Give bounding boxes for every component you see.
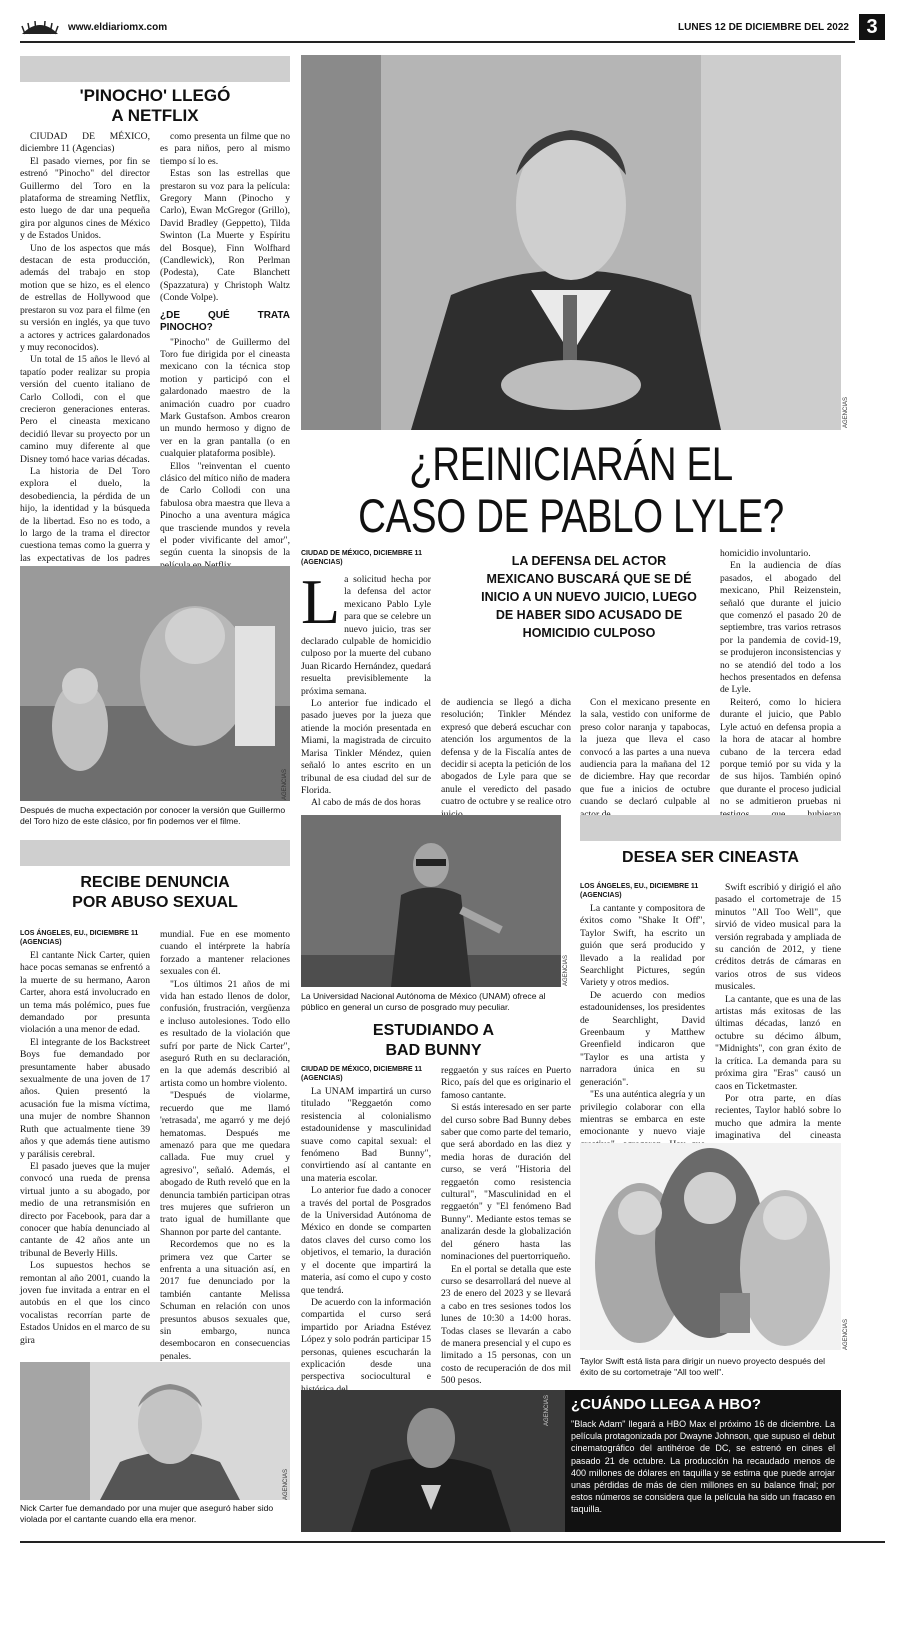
pinocho-image [20, 566, 290, 801]
swift-image [580, 1143, 841, 1350]
masthead [20, 14, 885, 46]
sun-logo-icon [20, 20, 60, 36]
swift-p6: Por otra parte, en días recientes, Taylor habló sobre lo mucho que admira la mente imaginativa del cineasta [715, 1092, 841, 1142]
issue-date: LUNES 12 DE DICIEMBRE DEL 2022 [678, 22, 849, 33]
lyle-col2 [441, 697, 571, 821]
swift-dateline-place: LOS ÁNGELES, EU., DICIEMBRE 11 [580, 883, 699, 890]
carter-title-line2: POR ABUSO SEXUAL [72, 894, 238, 911]
page-number-value: 3 [866, 16, 878, 38]
lyle-p7: En la audiencia de días pasados, el abogado del mexicano, Phil Reizenstein, señaló que durante el juicio que comenzó el pasado 20 de septiembre, tras varios retrasos por la pandemia de covid-19, se produjeron inconsistencias y no se atendió del todo a los hechos presentados en defensa de Lyle. [720, 560, 841, 696]
carter-p5: mundial. Fue en ese momento cuando el intérprete la habría forzado a mantener relaciones sexuales con él. [160, 929, 290, 978]
pinocho-photo [20, 566, 290, 801]
carter-dateline-source: (AGENCIAS) [20, 939, 62, 946]
swift-p2: De acuerdo con medios estadounidenses, los presidentes de Searchlight, David Greenbaum y Matthew Greenfield indicaron que "Taylor es una artista y narradora única en su generación". [580, 989, 705, 1088]
lyle-headline [350, 438, 793, 542]
pinocho-credit: AGENCIAS [282, 768, 288, 800]
swift-photo [580, 1143, 841, 1350]
hbo-credit: AGENCIAS [544, 1394, 550, 1426]
swift-col2 [715, 882, 841, 1180]
pinocho-caption: Después de mucha expectación por conocer la versión que Guillermo del Toro hizo de este clásico, por fin podemos ver el filme. [20, 805, 286, 826]
swift-dateline-source: (AGENCIAS) [580, 892, 622, 899]
carter-title-bar [20, 840, 290, 866]
carter-p7: "Después de violarme, recuerdo que me llamó 'retrasada', me agarró y me dejó hematomas. Después me amenazó para que me quedara callada. Fue muy cruel y agresivo", señaló. Además, el abogado de Ruth reveló que en la denuncia también participan otras tres mujeres que sufrieron un trato igual de humillante que Shannon por parte del cantante. [160, 1090, 290, 1238]
pinocho-p4: Un total de 15 años le llevó al tapatío poder realizar su propia versión del cuento italiano de Carlo Collodi, con el que crecieron generaciones enteras. Pero el cineasta mexicano decidió llevar su proyecto por un camino muy diferente al que Disney tomó hace varias décadas. [20, 354, 150, 465]
swift-caption: Taylor Swift está lista para dirigir un nuevo proyecto después del éxito de su cortometraje "All too well". [580, 1356, 826, 1377]
badbunny-dateline-source: (AGENCIAS) [301, 1075, 343, 1082]
carter-p4: Los supuestos hechos se remontan al año 2001, cuando la joven fue invitada a entrar en el autobús en el que los cinco vocalistas recorrían parte de Estados Unidos en el marco de su gira [20, 1260, 150, 1346]
pinocho-p7: Estas son las estrellas que prestaron su voz para la película: Gregory Mann (Pinocho y Carlo), Ewan McGregor (Grillo), David Bradley (Geppetto), Tilda Swinton (La Muerte y Espíritu del Bosque), Finn Wolfhard (Candlewick), Ron Perlman (Podesta), Cate Blanchett (Spazzatura) y Christoph Waltz (Conde Volpe). [160, 168, 290, 304]
pinocho-title-line2: A NETFLIX [111, 106, 199, 125]
pinocho-subhead: ¿DE QUÉ TRATA PINOCHO? [160, 309, 290, 334]
carter-credit: AGENCIAS [283, 1468, 289, 1500]
lyle-headline-line1: ¿REINICIARÁN EL [409, 437, 733, 490]
badbunny-p5: Si estás interesado en ser parte del curso sobre Bad Bunny debes saber que como parte del temario, que será abordado en las diez y media horas de duración del curso, se verá "Historia del reggaetón como resistencia cultural", "Masculinidad en el reggaetón" y "El fenómeno Bad Bunny". Mediante estos temas se analizarán desde la globalización del género hasta las nominaciones del puertorriqueño. [441, 1102, 571, 1263]
pinocho-title-bar [20, 56, 290, 82]
badbunny-title [301, 1021, 566, 1061]
carter-photo [20, 1362, 290, 1500]
carter-p3: El pasado jueves que la mujer convocó una rueda de prensa virtual junto a su abogado, por medio de una retransmisión en directo por Facebook, para dar a conocer que había denunciado al cantante de 42 años ante un tribunal de Beverly Hills. [20, 1160, 150, 1259]
badbunny-col1 [301, 1086, 431, 1396]
lyle-lead: a solicitud hecha por la defensa del actor mexicano Pablo Lyle para que se celebre un nuevo juicio, tras ser declarado culpable de homicidio culposo por la muerte del cubano Juan Ricardo Hernández, quedará resuelta previsiblemente la próxima semana. [301, 574, 431, 697]
swift-dateline [580, 882, 720, 900]
lyle-dateline-place: CIUDAD DE MÉXICO, DICIEMBRE 11 [301, 550, 422, 557]
pinocho-p8: "Pinocho" de Guillermo del Toro fue dirigida por el cineasta mexicano con la técnica stop motion y participó con el galardonado maestro de la animación cuadro por cuadro Mark Gustafson. Ambos crearon un mundo hermoso y digno de ver en la gran pantalla (o en cualquier plataforma posible). [160, 336, 290, 460]
lyle-p8: Reiteró, como lo hiciera durante el juicio, que Pablo Lyle actuó en defensa propia a la hora de atacar al hombre cubano de la tercera edad porque temió por su vida y la de sus hijos. También opinó que durante el proceso judicial no se admitieron pruebas ni [720, 696, 841, 808]
badbunny-p6: En el portal se detalla que este curso se desarrollará del nueve al 23 de enero del 2023 y se llevará a cabo en tres sesiones todos los lunes de 10:30 a 14:00 horas. Todas clases se llevarán a cabo de manera presencial y el cupo es limitado a 15 personas, con un costo de recuperación de dos mil 500 pesos. [441, 1263, 571, 1387]
lyle-photo [301, 55, 841, 430]
black-adam-image [301, 1390, 565, 1532]
pinocho-p5: La historia de Del Toro explora el duelo, la desobediencia, la pérdida de un hijo, la identidad y la búsqueda de la libertad. Eso no es todo, a lo largo de la trama el director cuestiona temas como la guerra y las expectativas de los padres [20, 465, 150, 564]
swift-p3: "Es una auténtica alegría y un privilegio colaborar con ella mientras se embarca en este emocionante y nuevo viaje [580, 1089, 705, 1138]
carter-caption: Nick Carter fue demandado por una mujer que aseguró haber sido violada por el cantante cuando ella era menor. [20, 1503, 274, 1524]
hbo-box [301, 1390, 841, 1532]
carter-image [20, 1362, 290, 1500]
swift-title: DESEA SER CINEASTA [622, 849, 799, 866]
pinocho-p9: Ellos "reinventan el cuento clásico del mítico niño de madera de Carlo Collodi con una fabulosa obra maestra que lleva a Pinocho a una aventura mágica que trasciende mundos y revela el poder vivificante del amor", según cuenta la sinopsis de la [160, 460, 290, 559]
carter-col2 [160, 929, 290, 1363]
swift-p4: Swift escribió y dirigió el año pasado el cortometraje de 15 minutos "All Too Well", que sirvió de video musical para la versión regrabada y ampliada de su canción de 2012, y tiene créditos detrás de cámaras en varios otros de sus videos musicales. [715, 882, 841, 993]
badbunny-photo [301, 815, 561, 987]
carter-p1: El cantante Nick Carter, quien hace pocas semanas se enfrentó a la muerte de su hermano, Aaron Carter, ahora está involucrado en un tema más polémico, pues fue demandado por presunta violación a una menor de edad. [20, 950, 150, 1036]
masthead-rule [20, 41, 855, 43]
carter-dateline-place: LOS ÁNGELES, EU., DICIEMBRE 11 [20, 930, 139, 937]
hbo-title: ¿CUÁNDO LLEGA A HBO? [571, 1396, 761, 1413]
badbunny-image [301, 815, 561, 987]
lyle-p4: de audiencia se llegó a dicha resolución; Tinkler Méndez expresó que deberá escuchar con atención los argumentos de la defensa y de la Fiscalía antes de decidir si acepta la petición de los abogados de Lyle para que se anule el veredicto del pasado cuatro de octubre y se realice otro [441, 697, 571, 808]
badbunny-title-line1: ESTUDIANDO A [372, 1022, 495, 1039]
pinocho-title [20, 86, 290, 126]
lyle-image [301, 55, 841, 430]
lyle-col1 [301, 566, 431, 810]
lyle-dateline [301, 549, 441, 567]
lyle-col4 [720, 548, 841, 833]
carter-col1 [20, 950, 150, 1347]
hbo-text: "Black Adam" llegará a HBO Max el próximo 16 de diciembre. La película protagonizada por Dwayne Johnson, que supuso el debut cinematográfico del antihéroe de DC, se estrenó en cines el pasado 21 de octubre. La producción ha recaudado menos de 400 millones de dólares en taquilla y se estima que puede arrojar unas pérdidas de más de cien millones en su balance final; por estos números se considera que la película ha sido un fracaso en taquilla. [571, 1419, 835, 1515]
carter-title-line1: RECIBE DENUNCIA [80, 874, 230, 891]
lyle-p5: Con el mexicano presente en la sala, vestido con uniforme de preso color naranja y tapabocas, la jueza que lleva el caso convocó a las partes a una nueva audiencia para la mañana del 12 de diciembre. Hay que recordar que fue a inicios de octubre cuando se declaró culpable al [580, 697, 710, 808]
badbunny-caption: La Universidad Nacional Autónoma de México (UNAM) ofrece al público en general un curso de posgrado muy peculiar. [301, 991, 546, 1012]
footer-rule [20, 1541, 885, 1543]
lyle-headline-line2: CASO DE PABLO LYLE? [358, 489, 784, 542]
carter-p6: "Los últimos 21 años de mi vida han estado llenos de dolor, confusión, frustración, vergüenza e incluso autolesiones. Todo ello es resultado de la violación que sufrí por parte de Nick Carter", aseguró Ruth en su declaración, en la que además describió al artista como un hombre violento. [160, 978, 290, 1089]
lyle-p2: Lo anterior fue indicado el pasado jueves por la jueza que atiende la moción presentada en Miami, la magistrada de circuito Marisa Tinkler Méndez, quien señaló lo antes escrito en un tribunal de esa ciudad del sur de Florida. [301, 698, 431, 796]
badbunny-p2: Lo anterior fue dado a conocer a través del portal de Posgrados de la Universidad Autónoma de México en donde se comparten datos claves del curso como los objetivos, el temario, la duración y el docente que impartirá la materia, así como el cupo y costo que tendrá. [301, 1185, 431, 1296]
pinocho-title-line1: 'PINOCHO' LLEGÓ [79, 86, 231, 105]
badbunny-dateline [301, 1065, 441, 1083]
lyle-dateline-source: (AGENCIAS) [301, 559, 343, 566]
badbunny-p1: La UNAM impartirá un curso titulado "Reggaetón como resistencia al colonialismo estadounidense y masculinidad suave como capital sexual: el fenómeno Bad Bunny", convirtiendo así al cantante en una materia escolar. [301, 1086, 431, 1184]
lyle-p6: homicidio involuntario. [720, 548, 811, 559]
lyle-deck: LA DEFENSA DEL ACTOR MEXICANO BUSCARÁ QUE SE DÉ INICIO A UN NUEVO JUICIO, LUEGO DE HABER SIDO ACUSADO DE HOMICIDIO CULPOSO [481, 554, 697, 640]
pinocho-col1 [20, 131, 150, 578]
badbunny-p4: reggaetón y sus raíces en Puerto Rico, país del que es originario el famoso cantante. [441, 1065, 571, 1101]
badbunny-credit: AGENCIAS [563, 954, 569, 986]
swift-p1: La cantante y compositora de éxitos como "Shake It Off", Taylor Swift, ha escrito un guión que será producido y llevado a la realidad por Searchlight Pictures, según Variety y otros medios. [580, 903, 705, 989]
carter-dateline [20, 929, 160, 947]
carter-p8: Recordemos que no es la primera vez que Carter se enfrenta a una situación así, en 2017 fue denunciado por la también cantante Melissa Schuman en relación con unos presuntos abusos sexuales que, sin embargo, nunca desembocaron en consecuencias penales. [160, 1239, 290, 1362]
carter-p2: El integrante de los Backstreet Boys fue demandado por presuntamente haber abusado sexualmente de una joven de 17 años. Quien presentó la acusación fue la misma víctima, una mujer de nombre Shannon Ruth que actualmente tiene 39 años y que además tiene autismo y parálisis cerebral. [20, 1036, 150, 1160]
badbunny-col2 [441, 1065, 571, 1388]
swift-p5: La cantante, que es una de las artistas más exitosas de las últimas décadas, lanzó en octubre su décimo álbum, "Midnights", con gran éxito de la crítica. La demanda para su próxima gira "Eras" causó un caos en Ticketmaster. [715, 993, 841, 1092]
swift-credit: AGENCIAS [843, 1318, 849, 1350]
swift-title-bar [580, 815, 841, 841]
pinocho-p2: El pasado viernes, por fin se estrenó "Pinocho" del director Guillermo del Toro en la plataforma de streaming Netflix, esto luego de dar una pequeña gira por algunos cines de México y de Estados Unidos. [20, 155, 150, 242]
page-number [859, 14, 885, 40]
pinocho-p6: como presenta un filme que no es para niños, pero al mismo tiempo sí lo es. [160, 131, 290, 167]
badbunny-title-line2: BAD BUNNY [385, 1042, 482, 1059]
carter-title [20, 873, 290, 913]
pinocho-p1: CIUDAD DE MÉXICO, diciembre 11 (Agencias) [20, 131, 150, 155]
lyle-p3: Al cabo de más de dos horas [311, 797, 421, 809]
lyle-col3 [580, 697, 710, 821]
lyle-dropcap: L [301, 566, 341, 637]
pinocho-col2 [160, 131, 290, 572]
pinocho-p3: Uno de los aspectos que más destacan de esta producción, además del trabajo en stop motion que se hizo, es el elenco de estrellas de Hollywood que prestaron su voz para el filme (en su versión en inglés, ya que tuvo a actores y actrices galardonados y muy reconocidos). [20, 242, 150, 353]
site-url[interactable]: www.eldiariomx.com [68, 22, 168, 33]
badbunny-p3: De acuerdo con la información compartida el curso será impartido por Ariadna Estévez López y solo podrán participar 15 personas, quienes escucharán la explicación desde una perspectiva sociocultural e [301, 1296, 431, 1383]
lyle-credit: AGENCIAS [843, 396, 849, 428]
badbunny-dateline-place: CIUDAD DE MÉXICO, DICIEMBRE 11 [301, 1066, 422, 1073]
